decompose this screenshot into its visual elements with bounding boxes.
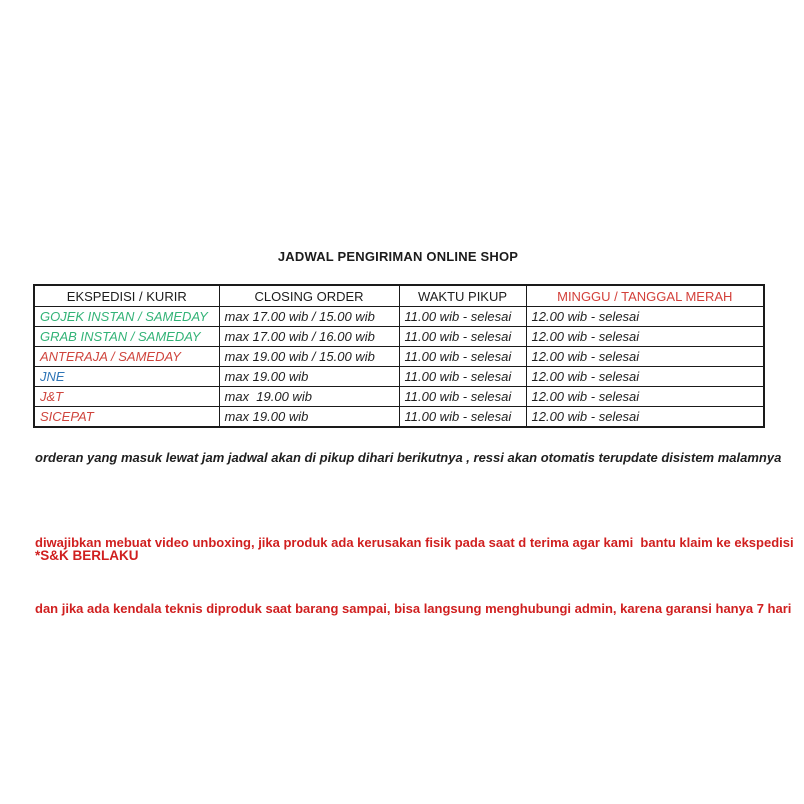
waktu-pikup-value: 11.00 wib - selesai (399, 347, 526, 367)
courier-name: J&T (34, 387, 219, 407)
table-row (34, 347, 764, 367)
note-unboxing-warranty (35, 488, 797, 664)
page-title: JADWAL PENGIRIMAN ONLINE SHOP (277, 249, 519, 264)
note-unboxing-line2: dan jika ada kendala teknis diproduk saat barang sampai, bisa langsung menghubungi admin, karena garansi hanya 7 hari (35, 601, 792, 616)
closing-order-value: max 17.00 wib / 15.00 wib (219, 307, 399, 327)
minggu-value: 12.00 wib - selesai (526, 347, 764, 367)
courier-name: JNE (34, 367, 219, 387)
courier-name: SICEPAT (34, 407, 219, 428)
closing-order-value: max 19.00 wib / 15.00 wib (219, 347, 399, 367)
courier-name: GRAB INSTAN / SAMEDAY (34, 327, 219, 347)
closing-order-value: max 19.00 wib (219, 407, 399, 428)
minggu-value: 12.00 wib - selesai (526, 387, 764, 407)
header-minggu-tanggal-merah: MINGGU / TANGGAL MERAH (526, 285, 764, 307)
waktu-pikup-value: 11.00 wib - selesai (399, 367, 526, 387)
table-row (34, 387, 764, 407)
shipping-schedule-table (33, 284, 765, 428)
waktu-pikup-value: 11.00 wib - selesai (399, 327, 526, 347)
header-ekspedisi-kurir: EKSPEDISI / KURIR (34, 285, 219, 307)
closing-order-value: max 17.00 wib / 16.00 wib (219, 327, 399, 347)
waktu-pikup-value: 11.00 wib - selesai (399, 407, 526, 428)
minggu-value: 12.00 wib - selesai (526, 407, 764, 428)
header-closing-order: CLOSING ORDER (219, 285, 399, 307)
table-header-row (34, 285, 764, 307)
courier-name: ANTERAJA / SAMEDAY (34, 347, 219, 367)
note-unboxing-line1: diwajibkan mebuat video unboxing, jika produk ada kerusakan fisik pada saat d terima agar kami bantu klaim ke ekspedisi (35, 535, 794, 550)
header-waktu-pikup: WAKTU PIKUP (399, 285, 526, 307)
table-row (34, 307, 764, 327)
closing-order-value: max 19.00 wib (219, 387, 399, 407)
courier-name: GOJEK INSTAN / SAMEDAY (34, 307, 219, 327)
terms-disclaimer: *S&K BERLAKU (35, 548, 139, 563)
minggu-value: 12.00 wib - selesai (526, 367, 764, 387)
closing-order-value: max 19.00 wib (219, 367, 399, 387)
waktu-pikup-value: 11.00 wib - selesai (399, 387, 526, 407)
table-row (34, 367, 764, 387)
minggu-value: 12.00 wib - selesai (526, 307, 764, 327)
minggu-value: 12.00 wib - selesai (526, 327, 764, 347)
note-pickup-schedule: orderan yang masuk lewat jam jadwal akan di pikup dihari berikutnya , ressi akan otomatis terupdate disistem malamnya (35, 450, 782, 465)
table-row (34, 327, 764, 347)
table-row (34, 407, 764, 428)
waktu-pikup-value: 11.00 wib - selesai (399, 307, 526, 327)
